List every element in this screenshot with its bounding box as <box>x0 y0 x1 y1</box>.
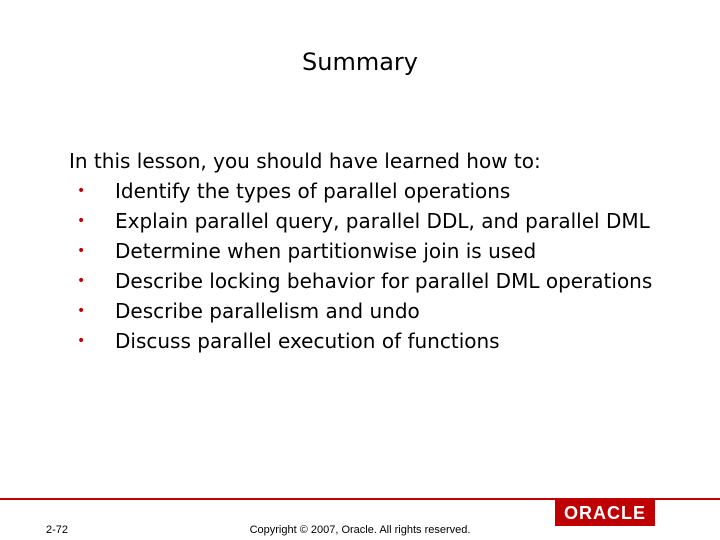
copyright-text: Copyright © 2007, Oracle. All rights reserved. <box>249 524 471 536</box>
list-item: • Describe parallelism and undo <box>69 296 669 326</box>
bullet-icon: • <box>77 303 86 319</box>
oracle-logo: ORACLE <box>555 500 655 526</box>
bullet-icon: • <box>77 213 86 229</box>
bullet-icon: • <box>77 183 86 199</box>
list-item: • Identify the types of parallel operations <box>69 176 669 206</box>
list-item: • Explain parallel query, parallel DDL, and parallel DML <box>69 206 669 236</box>
bullet-list <box>69 176 669 356</box>
bullet-icon: • <box>77 333 86 349</box>
list-item: • Describe locking behavior for parallel DML operations <box>69 266 669 296</box>
slide-content <box>69 146 669 356</box>
bullet-icon: • <box>77 243 86 259</box>
slide-title: Summary <box>302 48 418 76</box>
bullet-icon: • <box>77 273 86 289</box>
intro-text: In this lesson, you should have learned how to: <box>69 149 541 173</box>
list-item: • Determine when partitionwise join is used <box>69 236 669 266</box>
page-number: 2-72 <box>46 524 69 536</box>
list-item: • Discuss parallel execution of functions <box>69 326 669 356</box>
